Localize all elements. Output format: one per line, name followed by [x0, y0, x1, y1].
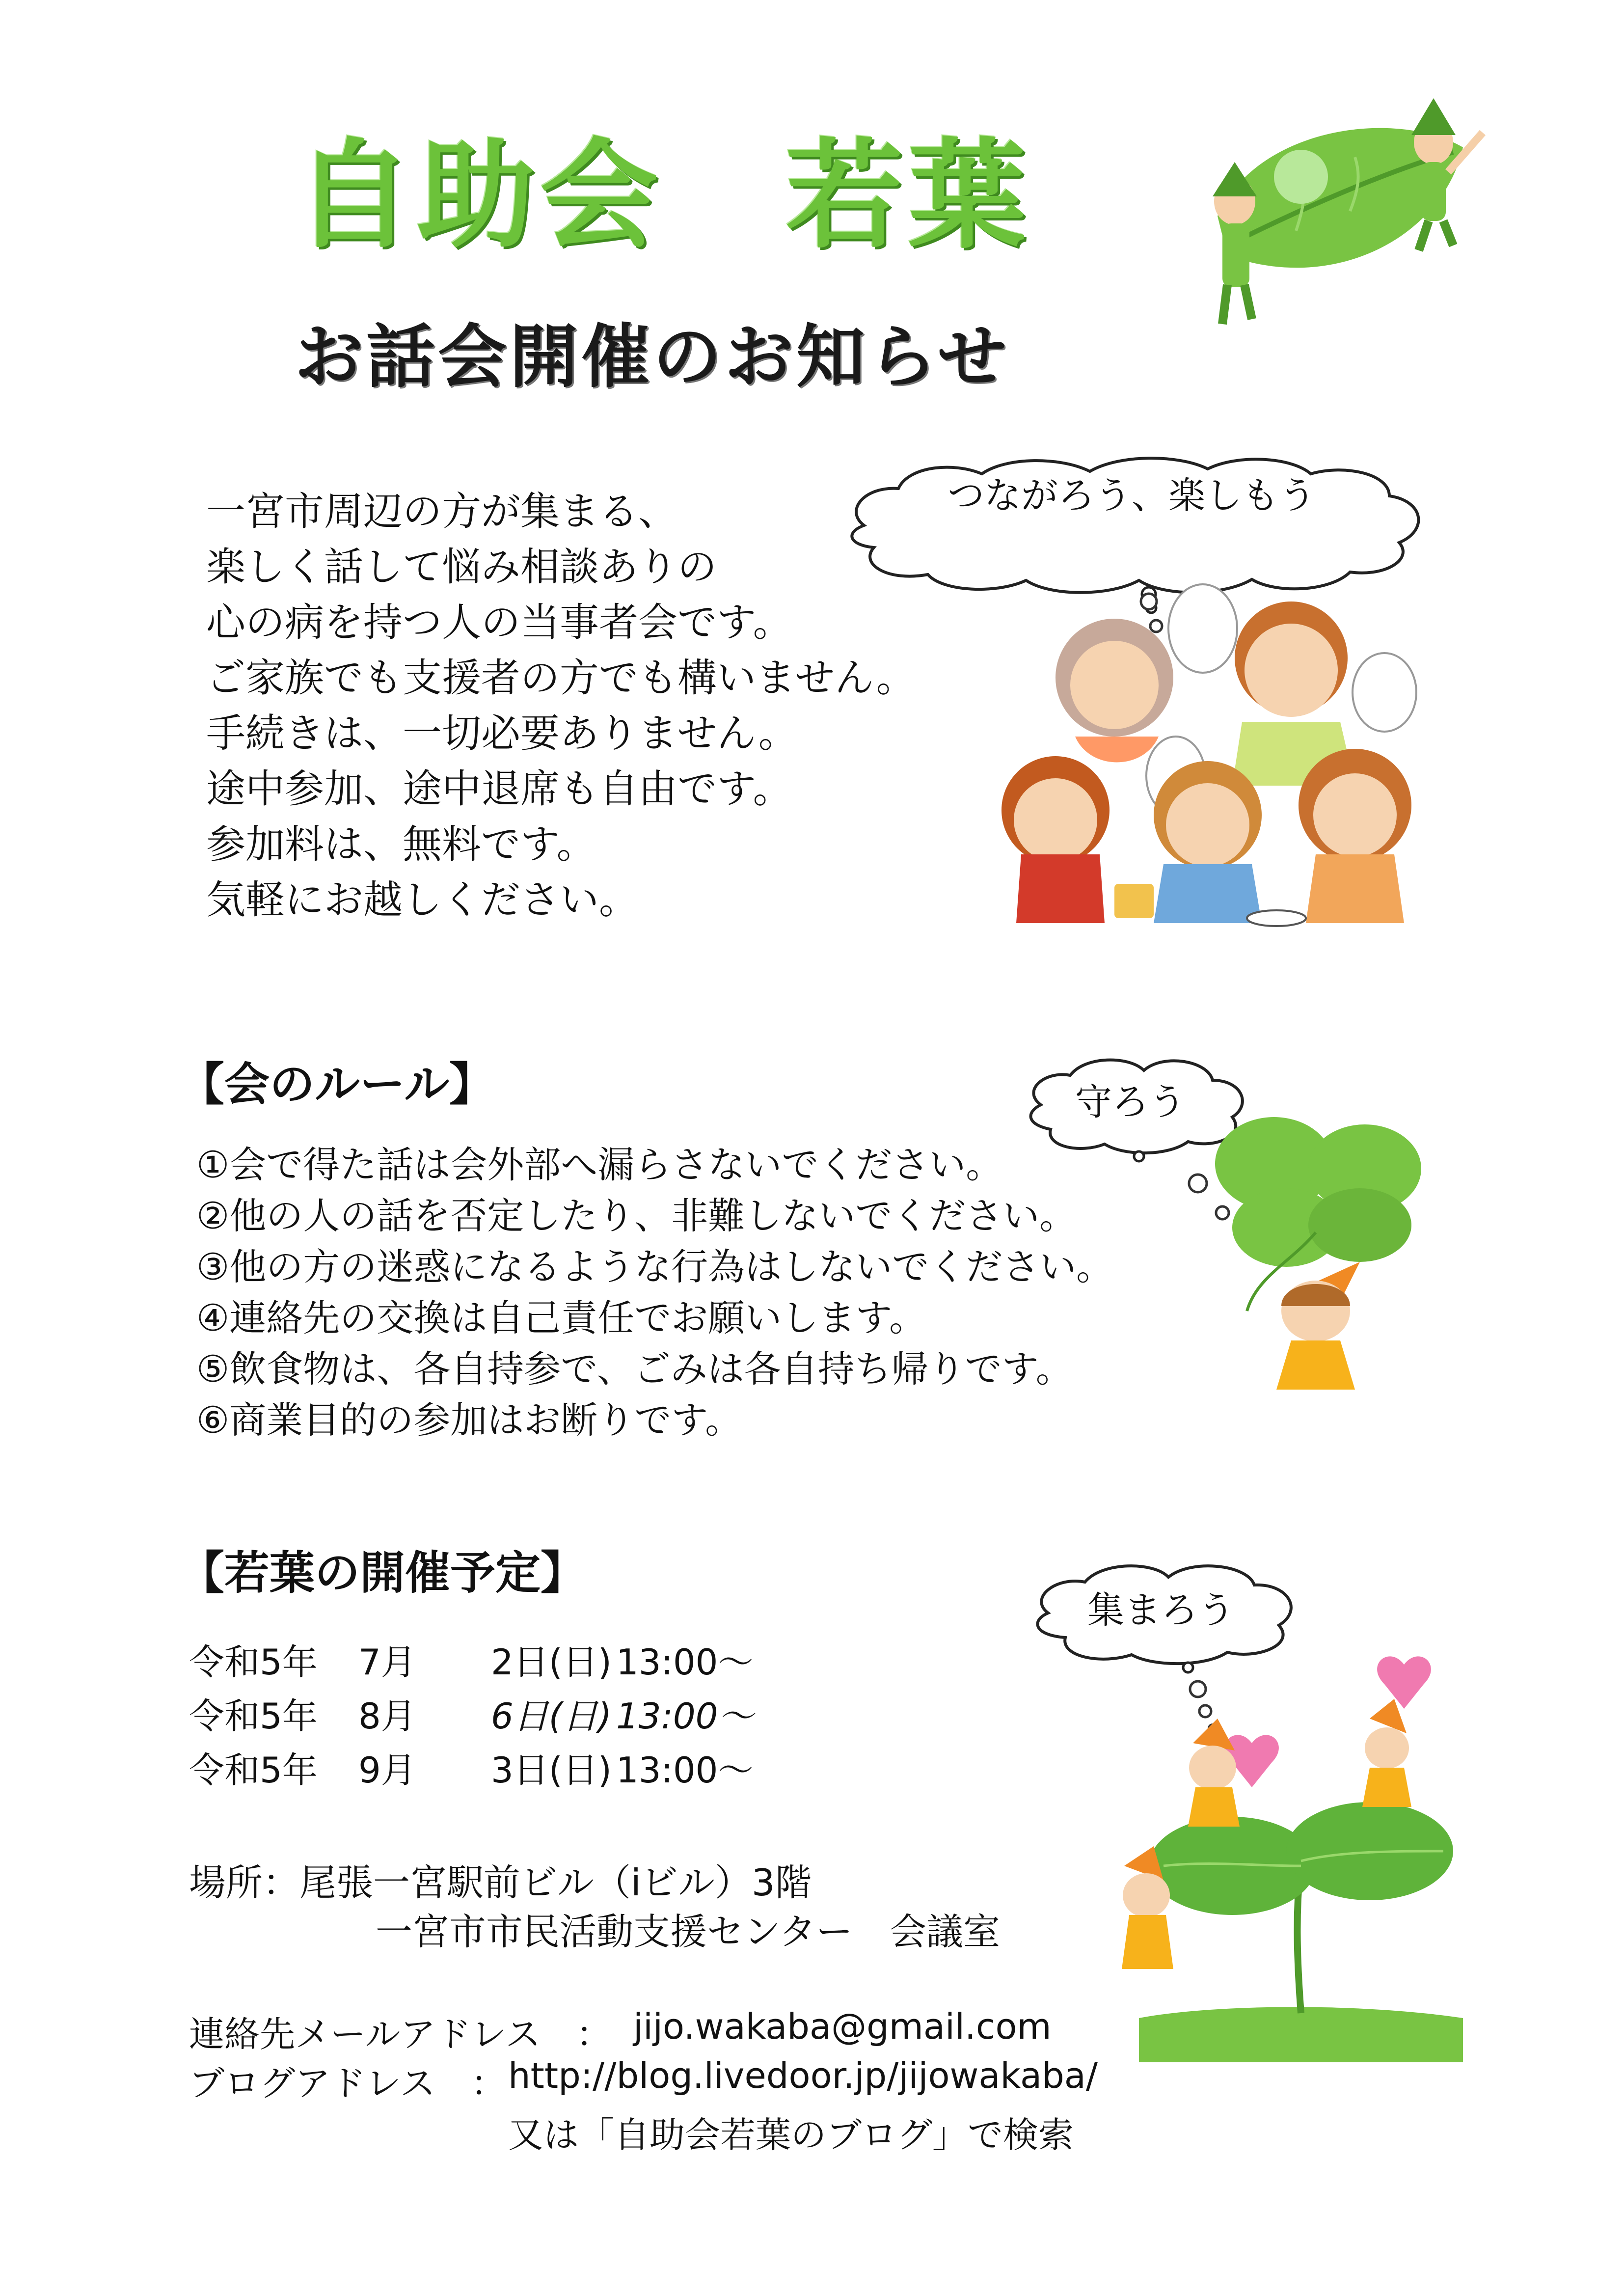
leaf-fairies-illustration: [1188, 88, 1507, 363]
schedule-era: 令和5年: [189, 1749, 318, 1791]
schedule-month: 9月: [358, 1749, 416, 1791]
intro-line: 心の病を持つ人の当事者会です。: [206, 600, 792, 645]
email-address[interactable]: jijo.wakaba@gmail.com: [633, 2006, 1052, 2047]
sprout-fairies-illustration: [1119, 1630, 1483, 2062]
bubble-gather-text: 集まろう: [1087, 1588, 1235, 1632]
bubble-protect-text: 守ろう: [1075, 1080, 1186, 1123]
schedule-row: [189, 1635, 754, 1689]
heart-right-icon: [1377, 1656, 1431, 1709]
schedule-month: 7月: [358, 1641, 416, 1683]
rules-heading: 【会のルール】: [179, 1058, 495, 1111]
schedule-table: [189, 1635, 754, 1797]
blog-url[interactable]: http://blog.livedoor.jp/jijowakaba/: [508, 2055, 1098, 2096]
rule-item: ③他の方の迷惑になるような行為はしないでください。: [196, 1245, 1113, 1288]
schedule-time: 13:00～: [616, 1749, 754, 1791]
schedule-day: 6日(日): [491, 1695, 612, 1737]
location-line-2: 一宮市市民活動支援センター 会議室: [376, 1910, 1001, 1953]
fairy-top-right-icon: [1362, 1699, 1411, 1807]
rules-list: [196, 1139, 1113, 1446]
intro-line: ご家族でも支援者の方でも構いません。: [206, 655, 916, 701]
email-label: 連絡先メールアドレス ：: [189, 2014, 612, 2055]
clover-icon: [1215, 1117, 1421, 1267]
location-line-1: 場所：尾張一宮駅前ビル（iビル）3階: [189, 1861, 812, 1904]
schedule-day: 3日(日): [491, 1749, 612, 1791]
teacup-icon: [1247, 910, 1306, 926]
page-title: 自助会 若葉: [295, 127, 1031, 264]
older-woman-icon: [1056, 619, 1173, 763]
schedule-time: 13:00～: [616, 1695, 754, 1737]
woman-right-icon: [1299, 749, 1411, 923]
rule-item: ②他の人の話を否定したり、非難しないでください。: [196, 1194, 1077, 1237]
group-chat-illustration: [1001, 579, 1458, 933]
schedule-era: 令和5年: [189, 1695, 318, 1737]
schedule-row: [189, 1743, 754, 1797]
rule-item: ⑥商業目的の参加はお断りです。: [196, 1398, 742, 1442]
rule-item: ①会で得た話は会外部へ漏らさないでください。: [196, 1143, 1003, 1186]
bubble-connect-text: つながろう、楽しもう: [947, 474, 1316, 517]
blog-label: ブログアドレス ：: [189, 2063, 506, 2104]
rule-item: ⑤飲食物は、各自持参で、ごみは各自持ち帰りです。: [196, 1347, 1073, 1391]
intro-line: 楽しく話して悩み相談ありの: [206, 544, 717, 590]
cake-icon: [1114, 884, 1154, 918]
fairy-orange-icon: [1276, 1262, 1360, 1390]
schedule-month: 8月: [358, 1695, 416, 1737]
page-subtitle: お話会開催のお知らせ: [295, 317, 1009, 397]
intro-text: [206, 484, 916, 928]
fairy-center-icon: [1188, 1719, 1240, 1827]
schedule-time: 13:00～: [616, 1641, 754, 1683]
intro-line: 気軽にお越しください。: [206, 877, 638, 923]
schedule-row: [189, 1689, 754, 1743]
rule-item: ④連絡先の交換は自己責任でお願いします。: [196, 1296, 926, 1339]
boy-blue-icon: [1154, 761, 1262, 923]
intro-line: 参加料は、無料です。: [206, 821, 596, 867]
clover-fairy-illustration: [1168, 1115, 1463, 1399]
girl-red-icon: [1001, 756, 1110, 923]
schedule-day: 2日(日): [491, 1641, 612, 1683]
schedule-era: 令和5年: [189, 1641, 318, 1683]
intro-line: 一宮市周辺の方が集まる、: [206, 489, 677, 534]
intro-line: 途中参加、途中退席も自由です。: [206, 766, 792, 812]
blog-search-note: 又は「自助会若葉のブログ」で検索: [508, 2114, 1074, 2156]
intro-line: 手続きは、一切必要ありません。: [206, 711, 798, 756]
schedule-heading: 【若葉の開催予定】: [179, 1547, 586, 1599]
